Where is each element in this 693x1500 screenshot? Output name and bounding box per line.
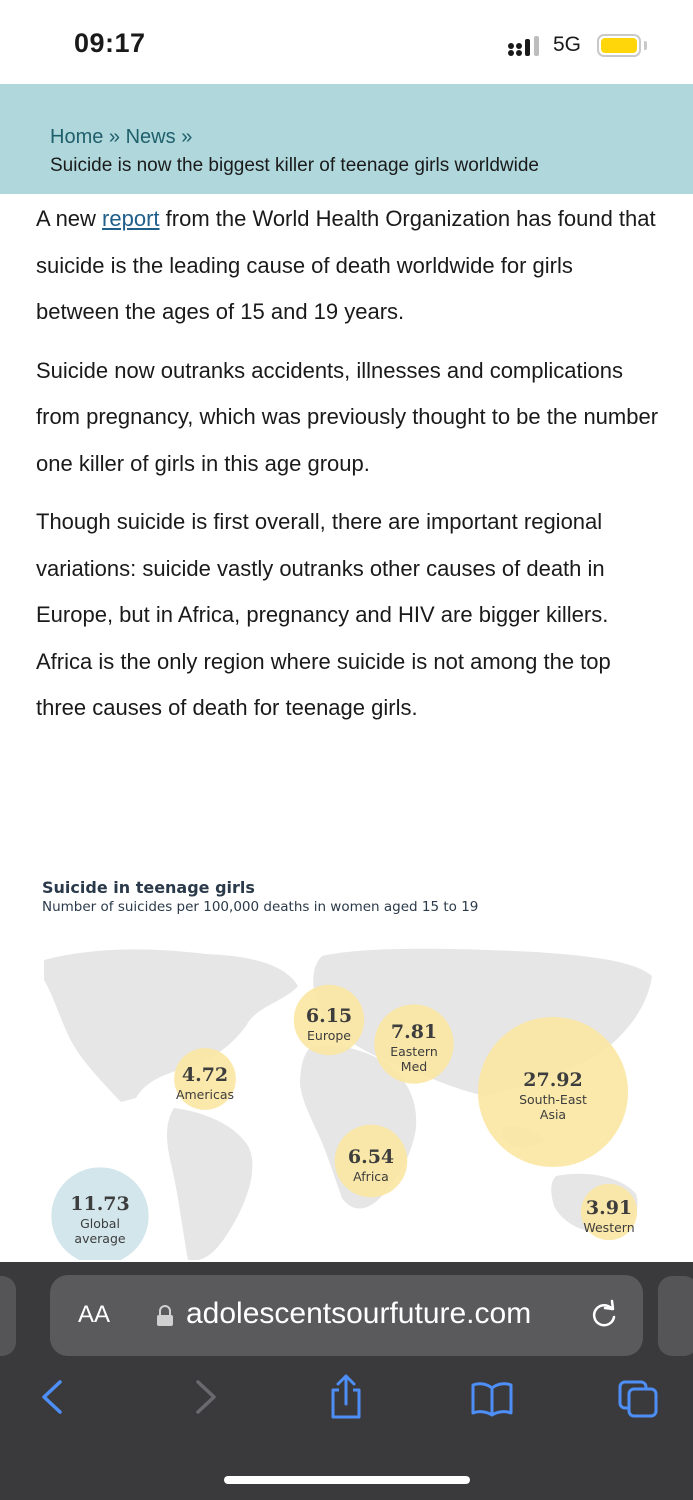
breadcrumb-separator: » <box>108 126 121 148</box>
back-icon[interactable] <box>32 1374 76 1420</box>
article-paragraph: Suicide now outranks accidents, illnesses and complications from pregnancy, which was previously thought to be the number one killer of girls in this age group. <box>36 357 659 476</box>
chart-title: Suicide in teenage girls <box>42 878 255 897</box>
network-label: 5G <box>553 33 582 56</box>
home-indicator <box>224 1476 470 1484</box>
bookmarks-icon[interactable] <box>470 1374 514 1420</box>
share-icon[interactable] <box>324 1374 368 1420</box>
browser-toolbar <box>0 1262 693 1500</box>
bubble-label-global: Global <box>80 1216 120 1231</box>
battery-icon <box>597 34 641 57</box>
bubble-label-americas: Americas <box>175 1087 235 1102</box>
previous-tab-preview[interactable] <box>0 1276 16 1356</box>
bubble-europe <box>294 985 364 1055</box>
bubble-eastern <box>374 1004 453 1083</box>
status-bar <box>0 0 693 84</box>
breadcrumb <box>50 126 192 149</box>
next-tab-preview[interactable] <box>658 1276 693 1356</box>
lock-icon <box>156 1305 174 1327</box>
report-link[interactable]: report <box>102 206 160 231</box>
bubble-value-global: 11.73 <box>70 1193 130 1215</box>
breadcrumb-banner <box>0 84 693 194</box>
bubble-label-south-east: South-East <box>519 1092 587 1107</box>
breadcrumb-news-link[interactable]: News <box>125 126 176 148</box>
bubble-label-eastern: Eastern <box>390 1044 438 1059</box>
bubble-label-south-east: Asia <box>539 1107 567 1122</box>
tabs-icon[interactable] <box>616 1374 660 1420</box>
text-size-button[interactable]: AA <box>78 1301 111 1328</box>
breadcrumb-current-page: Suicide is now the biggest killer of teenage girls worldwide <box>50 155 539 176</box>
forward-icon[interactable] <box>182 1374 226 1420</box>
chart-canvas <box>36 876 656 1260</box>
article-body <box>36 196 661 744</box>
suicide-bubble-map-chart <box>36 876 656 1260</box>
bubble-value-western: 3.91 <box>585 1197 633 1219</box>
breadcrumb-home-link[interactable]: Home <box>50 126 104 148</box>
article-paragraph: Though suicide is first overall, there are important regional variations: suicide vastly outranks other causes of death in Europe, but in Africa, pregnancy and HIV are bigger killers. Africa is the only region where suicide is not among the top three causes of death for teenage girls. <box>36 509 611 720</box>
bubble-americas <box>174 1048 236 1110</box>
bubble-label-eastern: Med <box>400 1059 428 1074</box>
reload-icon[interactable] <box>588 1299 620 1331</box>
paragraph-text: from the World Health Organization has found that suicide is the leading cause of death worldwide for girls between the ages of 15 and 19 years. <box>36 206 656 324</box>
bubble-western <box>581 1184 637 1240</box>
bubble-africa <box>335 1125 408 1198</box>
bubble-value-south-east: 27.92 <box>523 1069 583 1091</box>
bubble-global <box>51 1167 148 1260</box>
status-time: 09:17 <box>74 28 146 58</box>
paragraph-text: A new <box>36 206 103 231</box>
bubble-value-africa: 6.54 <box>347 1146 395 1168</box>
url-text[interactable]: adolescentsourfuture.com <box>186 1297 532 1330</box>
article-paragraph <box>36 196 661 336</box>
bubble-label-western: Western <box>583 1220 635 1235</box>
bubble-value-europe: 6.15 <box>305 1005 353 1027</box>
bubble-value-eastern: 7.81 <box>390 1021 438 1043</box>
battery-tip <box>644 41 647 50</box>
bubble-south-east <box>478 1017 628 1167</box>
bubble-label-global: average <box>74 1231 126 1246</box>
chart-subtitle: Number of suicides per 100,000 deaths in women aged 15 to 19 <box>42 899 479 915</box>
address-bar[interactable] <box>50 1275 643 1356</box>
signal-icon <box>507 36 543 58</box>
breadcrumb-separator: » <box>181 126 193 148</box>
bubble-label-africa: Africa <box>353 1169 389 1184</box>
bubble-value-americas: 4.72 <box>181 1064 229 1086</box>
bubble-label-europe: Europe <box>307 1028 351 1043</box>
